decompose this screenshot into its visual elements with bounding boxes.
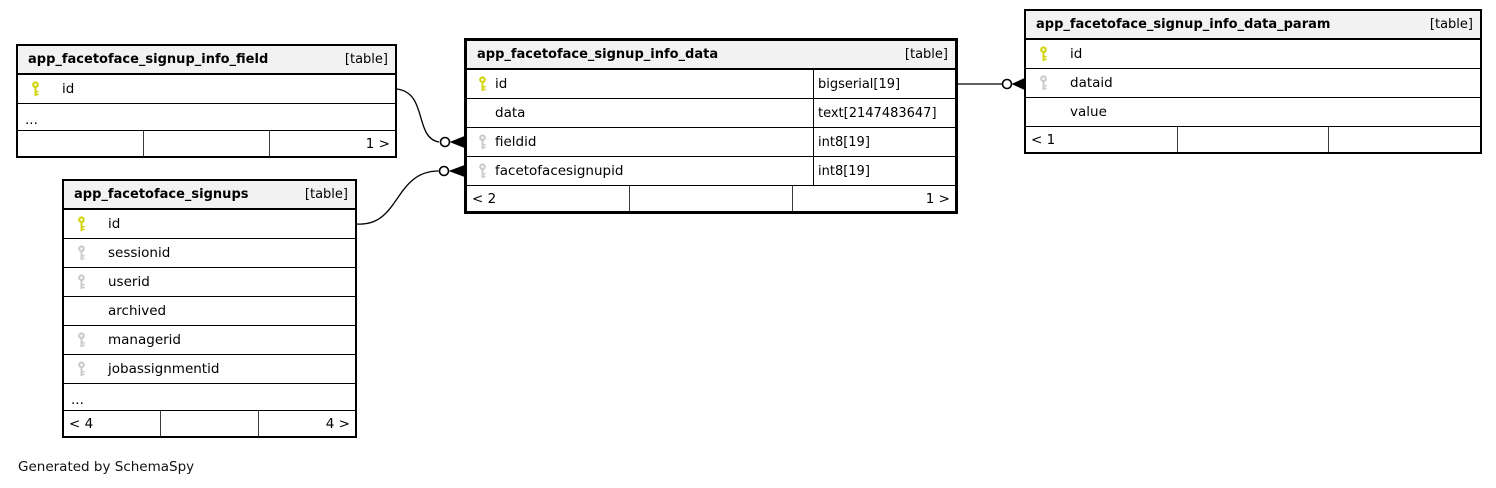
edge-crowfoot-icon <box>450 136 465 147</box>
footer-cell <box>1328 127 1480 152</box>
edge-crowfoot-icon <box>1012 78 1025 89</box>
column-name: userid <box>108 274 150 290</box>
column-name: value <box>1070 104 1107 120</box>
table-title[interactable]: app_facetoface_signup_info_data <box>477 47 719 62</box>
column-type: int8[19] <box>813 157 955 185</box>
column-name: id <box>108 216 121 232</box>
column-name: data <box>495 105 526 121</box>
table-title[interactable]: app_facetoface_signups <box>74 187 249 202</box>
column-type: bigserial[19] <box>813 70 955 98</box>
column-row <box>64 210 355 239</box>
edge-crowfoot-icon <box>449 165 465 176</box>
column-name: jobassignmentid <box>108 361 220 377</box>
footer-cell <box>629 186 792 211</box>
edge-field-to-data <box>397 89 439 142</box>
column-row <box>467 99 955 128</box>
column-row <box>467 70 955 99</box>
table-tag: [table] <box>344 52 388 67</box>
column-row <box>467 128 955 157</box>
footer-cell-children-count: 1 > <box>269 131 395 156</box>
primary-key-icon <box>30 81 41 97</box>
column-row <box>467 157 955 186</box>
column-name: archived <box>108 303 167 319</box>
column-row <box>64 239 355 268</box>
column-name: id <box>495 76 508 92</box>
table-footer <box>1026 127 1480 152</box>
column-row <box>18 75 395 104</box>
table-title[interactable]: app_facetoface_signup_info_data_param <box>1036 17 1331 32</box>
column-name: managerid <box>108 332 181 348</box>
column-name: id <box>1070 46 1083 62</box>
footer-cell-parents-count: < 4 <box>69 415 94 432</box>
primary-key-icon <box>76 216 87 232</box>
column-name: fieldid <box>495 134 537 150</box>
foreign-key-icon <box>76 245 87 261</box>
ellipsis-row: ... <box>18 104 395 131</box>
column-row <box>64 268 355 297</box>
foreign-key-icon <box>76 274 87 290</box>
table-app-facetoface-signup-info-data-param <box>1024 9 1482 154</box>
footer-cell <box>1177 127 1329 152</box>
footer-cell-parents-count: < 1 <box>1031 131 1056 148</box>
generated-by-note: Generated by SchemaSpy <box>18 459 195 475</box>
table-header[interactable] <box>18 46 395 75</box>
column-name: sessionid <box>108 245 171 261</box>
table-header[interactable] <box>64 181 355 210</box>
table-tag: [table] <box>304 187 348 202</box>
table-footer <box>467 186 955 211</box>
foreign-key-icon <box>477 134 488 150</box>
footer-cell-parents-count: < 2 <box>472 190 497 207</box>
column-row <box>64 326 355 355</box>
table-footer <box>64 411 355 436</box>
table-app-facetoface-signups <box>62 179 357 438</box>
footer-cell <box>160 411 257 436</box>
column-name: facetofacesignupid <box>495 163 624 179</box>
column-type: text[2147483647] <box>813 99 955 127</box>
table-tag: [table] <box>904 47 948 62</box>
column-row <box>64 355 355 384</box>
table-footer <box>18 131 395 156</box>
table-title[interactable]: app_facetoface_signup_info_field <box>28 52 269 67</box>
table-app-facetoface-signup-info-field <box>16 44 397 158</box>
table-app-facetoface-signup-info-data <box>464 38 958 214</box>
edge-circle-icon <box>440 167 449 176</box>
foreign-key-icon <box>76 361 87 377</box>
table-header[interactable] <box>467 41 955 70</box>
foreign-key-icon <box>1038 75 1049 91</box>
footer-cell-children-count: 4 > <box>258 411 355 436</box>
ellipsis-row: ... <box>64 384 355 411</box>
primary-key-icon <box>1038 46 1049 62</box>
column-name: id <box>62 81 75 97</box>
edge-circle-icon <box>1003 80 1012 89</box>
foreign-key-icon <box>76 332 87 348</box>
column-row <box>1026 98 1480 127</box>
foreign-key-icon <box>477 163 488 179</box>
column-row <box>64 297 355 326</box>
footer-cell <box>143 131 269 156</box>
footer-cell-children-count: 1 > <box>792 186 955 211</box>
column-type: int8[19] <box>813 128 955 156</box>
table-header[interactable] <box>1026 11 1480 40</box>
column-row <box>1026 69 1480 98</box>
footer-cell <box>18 131 143 156</box>
column-name: dataid <box>1070 75 1113 91</box>
primary-key-icon <box>477 76 488 92</box>
edge-signups-to-data <box>357 171 439 224</box>
table-tag: [table] <box>1429 17 1473 32</box>
column-row <box>1026 40 1480 69</box>
edge-circle-icon <box>441 138 450 147</box>
